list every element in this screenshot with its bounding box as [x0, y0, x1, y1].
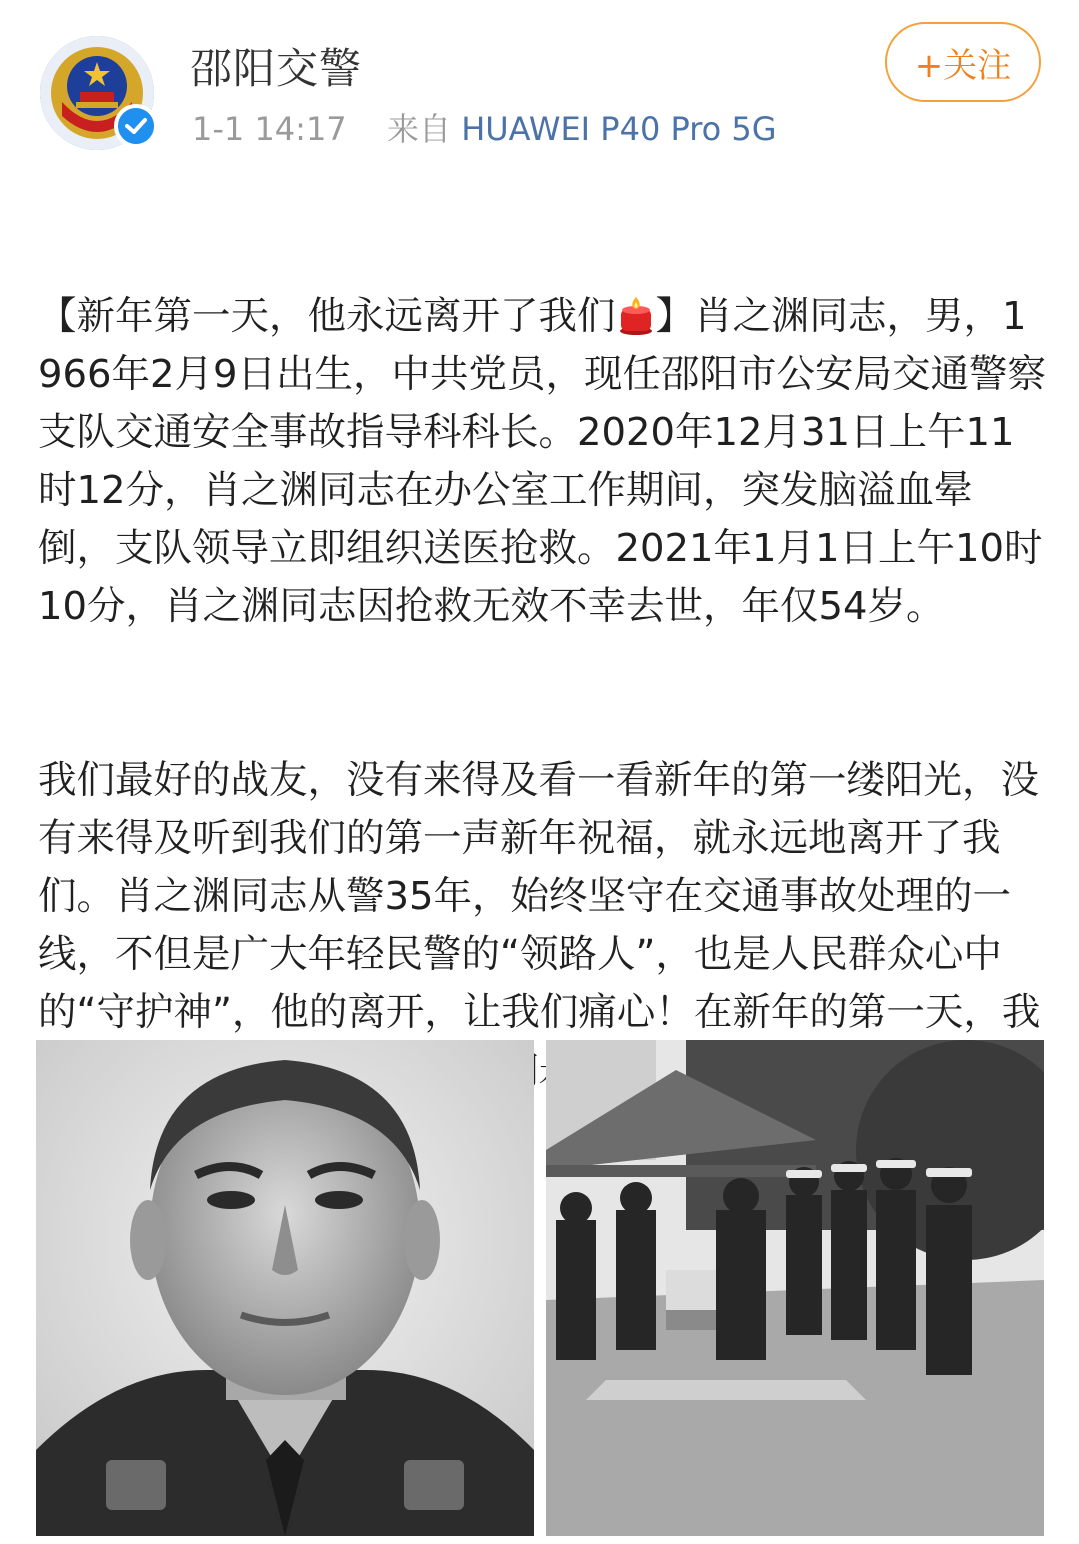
post-time: 1-1 14:17	[192, 110, 347, 148]
verified-badge-icon	[114, 104, 158, 148]
post-text-line-1b: 】肖之渊同志，男，1966年2月9日出生，中共党员，现任邵阳市公安局交通警察支队交通安全事故指导科科长。2020年12月31日上午11时12分，肖之渊同志在办公室工作期间，突发脑溢血晕倒，支队领导立即组织送医抢救。2021年1月1日上午10时10分，肖之渊同志因抢救无效不幸去世，年仅54岁。	[38, 294, 1046, 629]
account-name[interactable]: 邵阳交警	[190, 44, 363, 93]
post-header	[0, 0, 1079, 150]
post-body	[38, 172, 1048, 1158]
portrait-photo[interactable]	[36, 1040, 534, 1536]
candle-icon	[618, 295, 654, 335]
source-prefix: 来自	[387, 110, 452, 148]
follow-button[interactable]: +关注	[885, 22, 1041, 102]
device-link[interactable]: HUAWEI P40 Pro 5G	[461, 110, 777, 148]
post-meta	[192, 104, 777, 150]
farewell-scene-photo[interactable]	[546, 1040, 1044, 1536]
post-text-line-1a: 【新年第一天，他永远离开了我们	[38, 294, 616, 339]
post-text-para-2: 我们最好的战友，没有来得及看一看新年的第一缕阳光，没有来得及听到我们的第一声新年祝福，就永远地离开了我们。肖之渊同志从警35年，始终坚守在交通事故处理的一线，不但是广大年轻民警的“领路人”，也是人民群众心中的“守护神”，他的离开，让我们痛心！在新年的第一天，我	[38, 758, 1041, 1035]
post-paragraph-1	[38, 288, 1048, 636]
